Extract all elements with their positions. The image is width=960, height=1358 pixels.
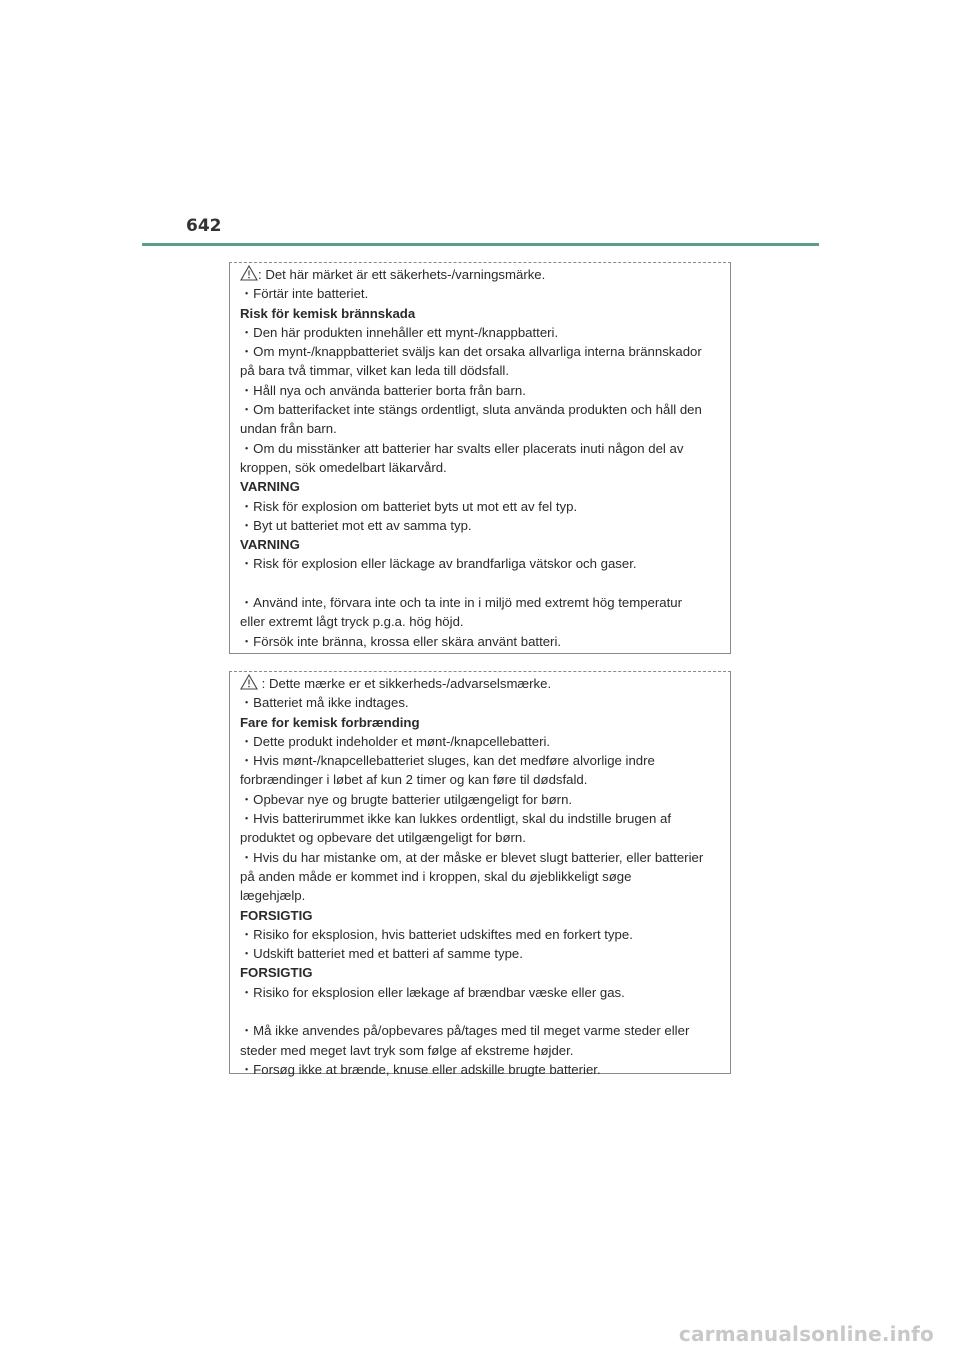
header-rule [142,243,819,246]
text-line: på bara två timmar, vilket kan leda till dödsfall. [240,363,510,379]
text-line: ・Om batterifacket inte stängs ordentligt, sluta använda produkten och håll den [240,402,702,418]
warning-header-line [240,674,720,693]
text-line: steder med meget lavt tryk som følge af ekstreme højder. [240,1042,574,1058]
section-heading: VARNING [240,479,300,495]
section-heading: VARNING [240,537,300,553]
text-line: lægehjælp. [240,888,306,904]
section-heading: FORSIGTIG [240,907,313,923]
text-line: ・Hvis du har mistanke om, at der måske er blevet slugt batterier, eller batterier [240,849,704,865]
section-heading: Fare for kemisk forbrænding [240,714,420,730]
text-line: undan från barn. [240,421,337,437]
text-line: ・Risiko for eksplosion, hvis batteriet udskiftes med en forkert type. [240,926,633,942]
text-line: ・Om du misstänker att batterier har svalts eller placerats inuti någon del av [240,440,684,456]
warning-header-line [240,265,720,284]
blank-line [240,574,720,593]
text-line: ・Udskift batteriet med et batteri af samme type. [240,946,523,962]
text-line: ・Försök inte bränna, krossa eller skära använt batteri. [240,633,562,649]
text-line: ・Förtär inte batteriet. [240,286,369,302]
warning-header-text: : Dette mærke er et sikkerheds-/advarselsmærke. [258,676,552,691]
warning-triangle-icon [240,674,258,690]
warning-box-danish [229,671,731,1077]
page-number: 642 [186,216,222,236]
text-line: forbrændinger i løbet af kun 2 timer og kan føre til dødsfald. [240,772,588,788]
section-heading: FORSIGTIG [240,965,313,981]
text-line: ・Må ikke anvendes på/opbevares på/tages med til meget varme steder eller [240,1023,690,1039]
text-line: ・Risiko for eksplosion eller lækage af brændbar væske eller gas. [240,984,625,1000]
warning-triangle-icon [240,265,258,281]
warning-header-text: : Det här märket är ett säkerhets-/varningsmärke. [258,267,546,282]
text-line: ・Batteriet må ikke indtages. [240,695,409,711]
text-line: ・Opbevar nye og brugte batterier utilgængeligt for børn. [240,791,573,807]
text-line: ・Risk för explosion eller läckage av brandfarliga vätskor och gaser. [240,556,637,572]
text-line: eller extremt lågt tryck p.g.a. hög höjd. [240,614,464,630]
watermark: carmanualsonline.info [678,1322,934,1346]
text-line: ・Hvis batterirummet ikke kan lukkes ordentligt, skal du indstille brugen af [240,811,671,827]
section-heading: Risk för kemisk brännskada [240,305,416,321]
text-line: ・Risk för explosion om batteriet byts ut mot ett av fel typ. [240,498,578,514]
text-line: ・Dette produkt indeholder et mønt-/knapcellebatteri. [240,733,551,749]
text-line: på anden måde er kommet ind i kroppen, skal du øjeblikkeligt søge [240,868,632,884]
text-line: kroppen, sök omedelbart läkarvård. [240,459,447,475]
text-line: ・Byt ut batteriet mot ett av samma typ. [240,517,472,533]
text-line: ・Hvis mønt-/knapcellebatteriet sluges, kan det medføre alvorlige indre [240,753,655,769]
blank-line [240,1002,720,1021]
text-line: ・Håll nya och använda batterier borta från barn. [240,382,526,398]
text-line: produktet og opbevare det utilgængeligt for børn. [240,830,526,846]
text-line: ・Om mynt-/knappbatteriet sväljs kan det orsaka allvarliga interna brännskador [240,344,702,360]
text-line: ・Den här produkten innehåller ett mynt-/knappbatteri. [240,324,559,340]
text-line: ・Forsøg ikke at brænde, knuse eller adskille brugte batterier. [240,1061,601,1077]
text-line: ・Använd inte, förvara inte och ta inte in i miljö med extremt hög temperatur [240,595,682,611]
warning-box-swedish [229,262,731,654]
